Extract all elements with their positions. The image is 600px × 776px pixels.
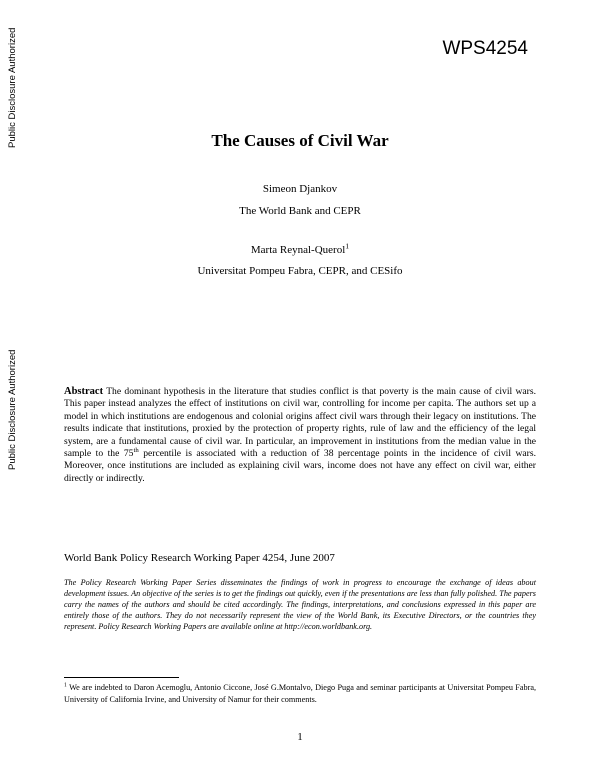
abstract-label: Abstract <box>64 386 104 397</box>
report-id: WPS4254 <box>442 38 528 59</box>
footnote-mark: 1 <box>64 682 67 689</box>
author-name <box>0 241 600 256</box>
author-affiliation: The World Bank and CEPR <box>239 205 361 217</box>
series-note: The Policy Research Working Paper Series disseminates the findings of work in progress to encourage the exchange of ideas about development issues. An objective of the series is to get the findings out quickly, even if the presentations are less than fully polished. The papers carry the names of the authors and should be cited accordingly. The findings, interpretations, and conclusions expressed in this paper are entirely those of the authors. They do not necessarily represent the view of the World Bank, its Executive Directors, or the countries they represent. Policy Research Working Papers are available online at http://econ.worldbank.org. <box>64 578 536 631</box>
author-name-text: Marta Reynal-Querol <box>250 244 346 256</box>
abstract-text: The dominant hypothesis in the literature that studies conflict is that poverty is the main cause of civil wars. This paper instead analyzes the effect of institutions on civil war, controlling for income per capita. The authors set up a model in which institutions are endogenous and colonial origins affect civil wars through their legacy on institutions. The results indicate that institutions, proxied by the protection of property rights, rule of law and the efficiency of the legal system, are a fundamental cause of civil war. In particular, an improvement in institutions from the median value in the sample to the 75 <box>64 386 536 460</box>
author-affiliation: Universitat Pompeu Fabra, CEPR, and CESifo <box>197 265 403 277</box>
disclosure-label-middle: Public Disclosure Authorized <box>7 349 18 470</box>
disclosure-label-top: Public Disclosure Authorized <box>7 27 18 148</box>
footnote-text: We are indebted to Daron Acemoglu, Antonio Ciccone, José G.Montalvo, Diego Puga and seminar participants at Universitat Pompeu Fabra, University of California Irvine, and University of Namur for their comments. <box>64 683 536 704</box>
page-number: 1 <box>297 731 303 743</box>
author-name: Simeon Djankov <box>262 183 338 195</box>
footnote-divider <box>64 677 179 678</box>
paper-title: The Causes of Civil War <box>211 131 389 150</box>
abstract-superscript: th <box>133 446 139 454</box>
working-paper-info: World Bank Policy Research Working Paper 4254, June 2007 <box>64 552 335 564</box>
abstract <box>64 386 536 485</box>
footnote <box>64 682 536 705</box>
footnote-marker[interactable]: 1 <box>345 241 350 251</box>
abstract-text-continued: percentile is associated with a reduction of 38 percentage points in the incidence of civil wars. Moreover, once institutions are included as explaining civil wars, income does not have any effect on civil war, either directly or indirectly. <box>64 448 536 484</box>
